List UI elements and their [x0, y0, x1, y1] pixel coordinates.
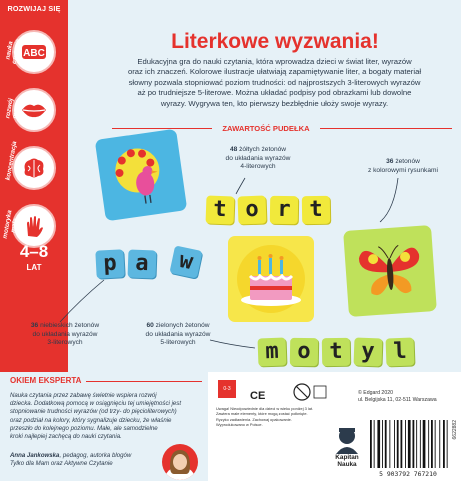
arrow-green: [210, 340, 255, 348]
tile-blue: p: [95, 249, 124, 278]
barcode-bar: [389, 420, 390, 468]
warning-text: [216, 406, 328, 428]
barcode-bar: [435, 420, 436, 468]
tile-yellow: t: [302, 196, 330, 224]
tile-blue: w: [169, 245, 202, 278]
age-unit: LAT: [26, 263, 42, 272]
note-text: 5-literowych: [160, 339, 196, 347]
skill-label-motor: motoryka mała: [1, 209, 20, 240]
note-text: żetonów: [395, 158, 420, 165]
cake-card: [228, 236, 314, 322]
tile-yellow: t: [206, 196, 235, 225]
tile-green: y: [354, 338, 383, 367]
note-text: do układania wyrazów: [225, 154, 291, 162]
expert-role: , pedagog, autorka blogów: [59, 452, 132, 459]
skill-label-speech: rozwój mowy: [4, 97, 22, 120]
butterfly-card: [343, 225, 437, 317]
page-title: Literkowe wyzwania!: [171, 30, 379, 53]
expert-quote: [10, 392, 202, 441]
copyright-block: [358, 390, 461, 404]
expert-heading: OKIEM EKSPERTA: [10, 376, 82, 385]
ce-mark: CE: [250, 390, 266, 402]
brand-name: [330, 454, 364, 468]
legal-footer: [208, 372, 461, 481]
description-line: aż po trudniejsze 5-literowe. Można układać podpisy pod obrazkami lub dowolne: [137, 88, 412, 98]
description-line: słowny pozwala stopniować poziom trudności: od najprostszych 3-literowych wyrazów: [128, 77, 421, 87]
recycle-icon: [314, 386, 326, 398]
note-count: 36: [386, 158, 394, 165]
arrow-cards: [380, 178, 398, 222]
note-text: zielonych żetonów: [155, 322, 210, 329]
note-text: do układania wyrazów: [32, 330, 98, 338]
barcode-bar: [394, 420, 395, 468]
copyright: © Edgard 2020: [358, 390, 393, 396]
arrow-yellow: [236, 178, 245, 194]
barcode-bar: [428, 420, 429, 468]
tile-blue: a: [128, 250, 157, 279]
expert-line: stopniowanie trudności wyrazów (od trzy- do pięcioliterowych): [10, 408, 177, 416]
warning-line: Zawiera małe elementy, które mogą zostać połknięte.: [216, 411, 308, 417]
description-line: wyrazy. Wygrywa ten, kto pierwszy bezbłędnie ułoży swoje wyrazy.: [160, 98, 389, 108]
age-range: 4–8: [19, 242, 49, 261]
barcode-bar: [377, 420, 380, 468]
note-text: 4-literowych: [240, 163, 276, 171]
barcode-bar: [423, 420, 426, 468]
tile-green: t: [322, 338, 350, 366]
expert-line: dziecka. Dodatkową pomocą w osiągnięciu tej umiejętności jest: [10, 400, 182, 408]
expert-name: Anna Jankowska: [10, 452, 60, 459]
description-line: oraz ich znaczeń. Kolorowe ilustracje ułatwiają zapamiętywanie liter, a bogaty materiał: [127, 67, 422, 77]
tile-green: o: [290, 338, 318, 366]
ribbon-title: ROZWIJAJ SIĘ: [7, 4, 61, 13]
barcode-bar: [382, 420, 383, 468]
barcode-bar: [431, 420, 433, 468]
svg-text:0-3: 0-3: [223, 386, 231, 392]
tile-yellow: r: [270, 196, 298, 224]
tile-green: m: [258, 338, 287, 367]
cake-icon: [228, 236, 314, 322]
expert-photo-icon: [162, 444, 198, 480]
description-line: Edukacyjna gra do nauki czytania, która wprowadza dzieci w świat liter, wyrazów: [137, 57, 412, 66]
expert-divider: [86, 381, 202, 382]
skill-label-reading: nauka czytania: [4, 38, 23, 65]
note-text: niebieskich żetonów: [40, 322, 100, 329]
tile-yellow: o: [238, 196, 267, 225]
captain-logo-icon: [330, 424, 364, 454]
contents-heading: ZAWARTOŚĆ PUDEŁKA: [222, 124, 310, 133]
brand-logo: [330, 424, 364, 472]
expert-line: Nauka czytania przez zabawę świetnie wspiera rozwój: [10, 392, 157, 399]
expert-line: kroki najlepiej zachęcą do nauki czytania.: [10, 433, 122, 441]
barcode-bar: [385, 420, 387, 468]
barcode: [368, 420, 448, 470]
brand-line: Nauka: [337, 461, 357, 468]
note-text: 3-literowych: [47, 339, 83, 347]
avatar: [162, 444, 198, 480]
address: ul. Belgijska 11, 02-511 Warszawa: [358, 397, 437, 403]
butterfly-icon: [343, 225, 437, 317]
barcode-number: 5 903792 767210: [379, 470, 437, 478]
warning-line: Ryzyko zadławienia. Zachowaj opakowanie.: [216, 416, 292, 422]
expert-signature: [10, 452, 150, 468]
warning-line: Uwaga! Nieodpowiednie dla dzieci w wieku poniżej 3 lat.: [216, 406, 314, 411]
barcode-bar: [405, 420, 406, 468]
brand-line: Kapitan: [335, 454, 359, 461]
product-code: 6622882: [452, 420, 458, 440]
peacock-card: [95, 129, 188, 222]
peacock-icon: [95, 129, 188, 222]
barcode-bar: [443, 420, 445, 468]
expert-line: przeszło do kolejnego poziomu. Małe, ale samodzielne: [10, 424, 158, 432]
barcode-bar: [397, 420, 399, 468]
barcode-bar: [420, 420, 421, 468]
barcode-bar: [374, 420, 375, 468]
note-text: z kolorowymi rysunkami: [368, 166, 438, 174]
barcode-bar: [439, 420, 440, 468]
tile-green: l: [386, 338, 415, 367]
expert-line: oraz podział na kolory, który sygnalizuje dziecku, że właśnie: [10, 416, 172, 424]
barcode-bar: [401, 420, 403, 468]
barcode-bar: [408, 420, 411, 468]
warning-line: Wyprodukowano w Polsce.: [216, 422, 263, 428]
expert-blogs: Tylko dla Mam oraz Aktywne Czytanie: [10, 460, 113, 467]
skill-label-concentration: koncentracja: [4, 140, 19, 181]
barcode-bar: [413, 420, 415, 468]
note-count: 48: [229, 146, 238, 153]
arrow-blue: [60, 280, 104, 322]
note-text: żółtych żetonów: [239, 146, 287, 153]
barcode-bar: [447, 420, 448, 468]
note-count: 36: [30, 322, 39, 329]
note-count: 60: [146, 322, 154, 329]
expert-box: [4, 372, 206, 478]
barcode-bar: [416, 420, 417, 468]
svg-text:ABC: ABC: [23, 48, 45, 59]
note-text: do układania wyrazów: [145, 330, 211, 338]
barcode-bar: [370, 420, 372, 468]
